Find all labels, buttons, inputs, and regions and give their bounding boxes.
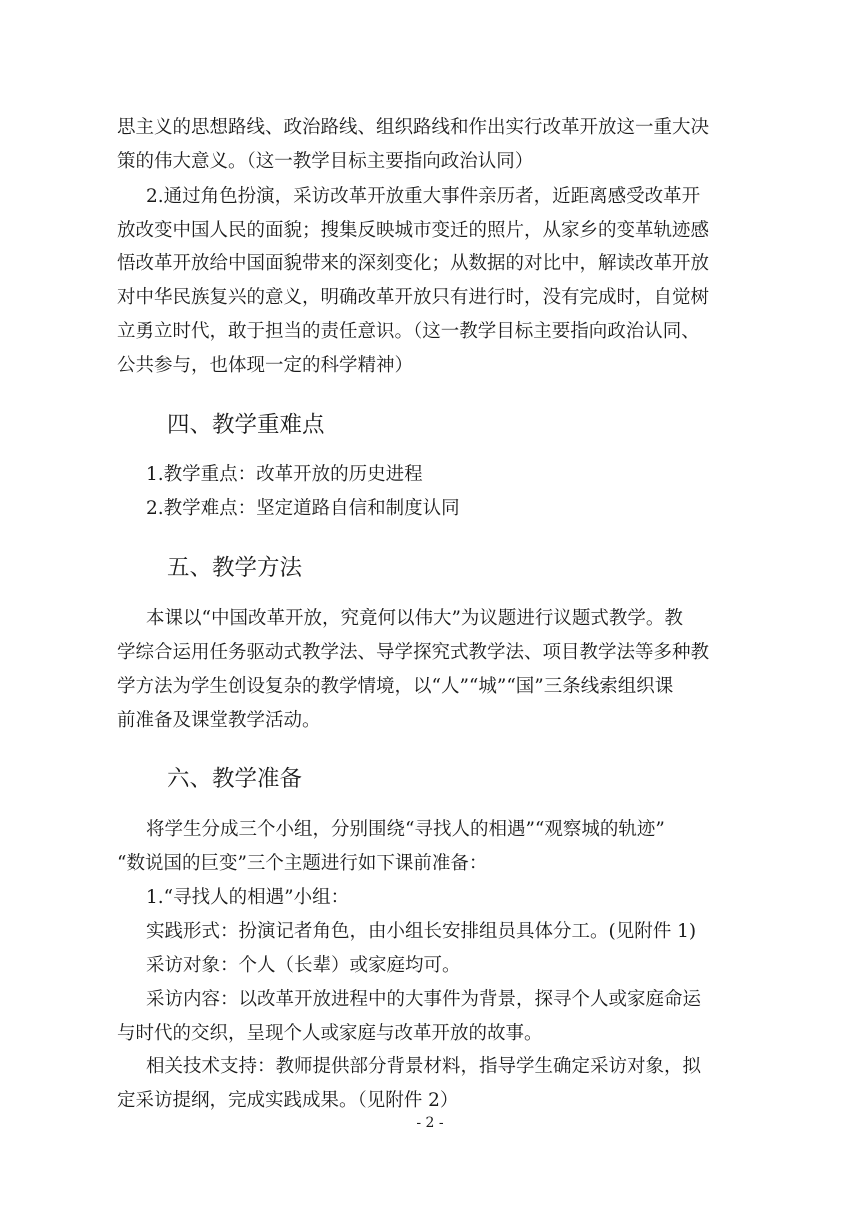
paragraph-line: 与时代的交织，呈现个人或家庭与改革开放的故事。 (117, 1023, 543, 1044)
paragraph-line: 公共参与，也体现一定的科学精神） (117, 355, 414, 376)
group-item-1: 1.“寻找人的相遇”小组： (146, 887, 350, 908)
paragraph-line: 放改变中国人民的面貌；搜集反映城市变迁的照片，从家乡的变革轨迹感 (117, 220, 710, 241)
goal-item-2: 2.通过角色扮演，采访改革开放重大事件亲历者，近距离感受改革开 (146, 186, 701, 207)
paragraph-line: 悟改革开放给中国面貌带来的深刻变化；从数据的对比中，解读改革开放 (117, 253, 710, 274)
paragraph-line: 定采访提纲，完成实践成果。（见附件 2） (117, 1090, 459, 1111)
paragraph-line: 策的伟大意义。（这一教学目标主要指向政治认同） (117, 151, 534, 172)
interview-content-line: 采访内容：以改革开放进程中的大事件为背景，探寻个人或家庭命运 (146, 989, 702, 1010)
paragraph-line: 将学生分成三个小组，分别围绕“寻找人的相遇”“观察城的轨迹” (146, 819, 665, 840)
practice-form-line: 实践形式：扮演记者角色，由小组长安排组员具体分工。(见附件 1) (146, 921, 697, 942)
key-point-item: 1.教学重点：改革开放的历史进程 (146, 464, 423, 485)
paragraph-line: “数说国的巨变”三个主题进行如下课前准备： (117, 853, 488, 874)
paragraph-line: 本课以“中国改革开放，究竟何以伟大”为议题进行议题式教学。教 (146, 608, 683, 629)
interview-target-line: 采访对象：个人（长辈）或家庭均可。 (146, 955, 461, 976)
tech-support-line: 相关技术支持：教师提供部分背景材料，指导学生确定采访对象，拟 (146, 1056, 702, 1077)
paragraph-line: 学方法为学生创设复杂的教学情境，以“人”“城”“国”三条线索组织课 (117, 676, 674, 697)
section-heading-4: 四、教学重难点 (167, 412, 325, 438)
paragraph-line: 立勇立时代，敢于担当的责任意识。（这一教学目标主要指向政治认同、 (117, 321, 700, 342)
paragraph-line: 对中华民族复兴的意义，明确改革开放只有进行时，没有完成时，自觉树 (117, 287, 710, 308)
section-heading-5: 五、教学方法 (167, 555, 303, 581)
paragraph-line: 思主义的思想路线、政治路线、组织路线和作出实行改革开放这一重大决 (117, 117, 710, 138)
paragraph-line: 学综合运用任务驱动式教学法、导学探究式教学法、项目教学法等多种教 (117, 642, 710, 663)
difficult-point-item: 2.教学难点：坚定道路自信和制度认同 (146, 498, 460, 519)
section-heading-6: 六、教学准备 (167, 766, 303, 792)
paragraph-line: 前准备及课堂教学活动。 (117, 710, 321, 731)
page-number: - 2 - (416, 1115, 444, 1131)
